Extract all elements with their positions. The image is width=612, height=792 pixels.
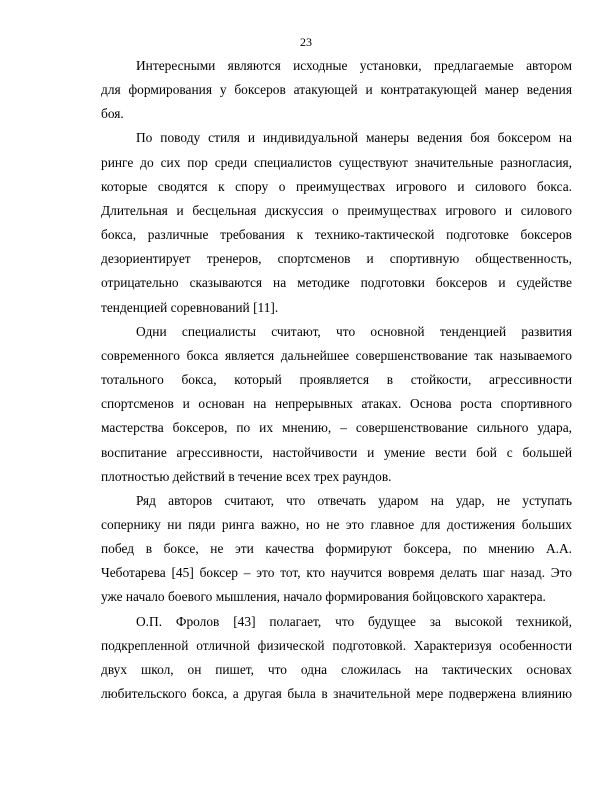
text-line: которые сводятся к спору о преимуществах игрового и силового бокса. bbox=[101, 178, 572, 194]
text-line: любительского бокса, а другая была в значительной мере подвержена влиянию bbox=[101, 686, 572, 702]
page-number: 23 bbox=[300, 35, 312, 49]
text-line: дезориентирует тренеров, спортсменов и спортивную общественность, bbox=[101, 251, 572, 267]
text-line: уже начало боевого мышления, начало формирования бойцовского характера. bbox=[101, 589, 546, 605]
body-text bbox=[101, 54, 572, 706]
text-line: двух школ, он пишет, что одна сложилась на тактических основах bbox=[101, 661, 572, 677]
paragraph bbox=[101, 126, 572, 319]
text-line: боя. bbox=[101, 106, 124, 122]
text-line: Чеботарева [45] боксер – это тот, кто научится вовремя делать шаг назад. Это bbox=[101, 565, 572, 581]
text-line: спортсменов и основан на непрерывных атаках. Основа роста спортивного bbox=[101, 396, 572, 412]
text-line: современного бокса является дальнейшее совершенствование так называемого bbox=[101, 347, 572, 363]
text-line: тенденцией соревнований [11]. bbox=[101, 299, 279, 315]
text-line: Интересными являются исходные установки, предлагаемые автором bbox=[136, 58, 572, 73]
text-line: По поводу стиля и индивидуальной манеры ведения боя боксером на bbox=[136, 130, 572, 146]
text-line: для формирования у боксеров атакующей и контратакующей манер ведения bbox=[101, 82, 572, 98]
paragraph bbox=[101, 320, 572, 489]
text-line: отрицательно сказываются на методике подготовки боксеров и судействе bbox=[101, 275, 572, 291]
text-line: Ряд авторов считают, что отвечать ударом на удар, не уступать bbox=[136, 492, 572, 508]
text-line: плотностью действий в течение всех трех раундов. bbox=[101, 468, 392, 484]
paragraph bbox=[101, 489, 572, 610]
text-line: мастерства боксеров, по их мнению, – совершенствование сильного удара, bbox=[101, 420, 572, 436]
paragraph bbox=[101, 54, 572, 126]
text-line: подкрепленной отличной физической подготовкой. Характеризуя особенности bbox=[101, 637, 572, 653]
text-line: Одни специалисты считают, что основной тенденцией развития bbox=[136, 323, 572, 339]
text-line: ринге до сих пор среди специалистов существуют значительные разногласия, bbox=[101, 154, 572, 170]
paragraph bbox=[101, 610, 572, 707]
text-line: сопернику ни пяди ринга важно, но не это главное для достижения больших bbox=[101, 516, 572, 532]
text-line: бокса, различные требования к технико-тактической подготовке боксеров bbox=[101, 227, 572, 243]
text-line: тотального бокса, который проявляется в стойкости, агрессивности bbox=[101, 372, 572, 388]
text-line: Длительная и бесцельная дискуссия о преимуществах игрового и силового bbox=[101, 202, 572, 218]
text-line: О.П. Фролов [43] полагает, что будущее за высокой техникой, bbox=[136, 613, 572, 629]
text-line: воспитание агрессивности, настойчивости и умение вести бой с большей bbox=[101, 444, 572, 460]
text-line: побед в боксе, не эти качества формируют боксера, по мнению А.А. bbox=[101, 541, 572, 557]
